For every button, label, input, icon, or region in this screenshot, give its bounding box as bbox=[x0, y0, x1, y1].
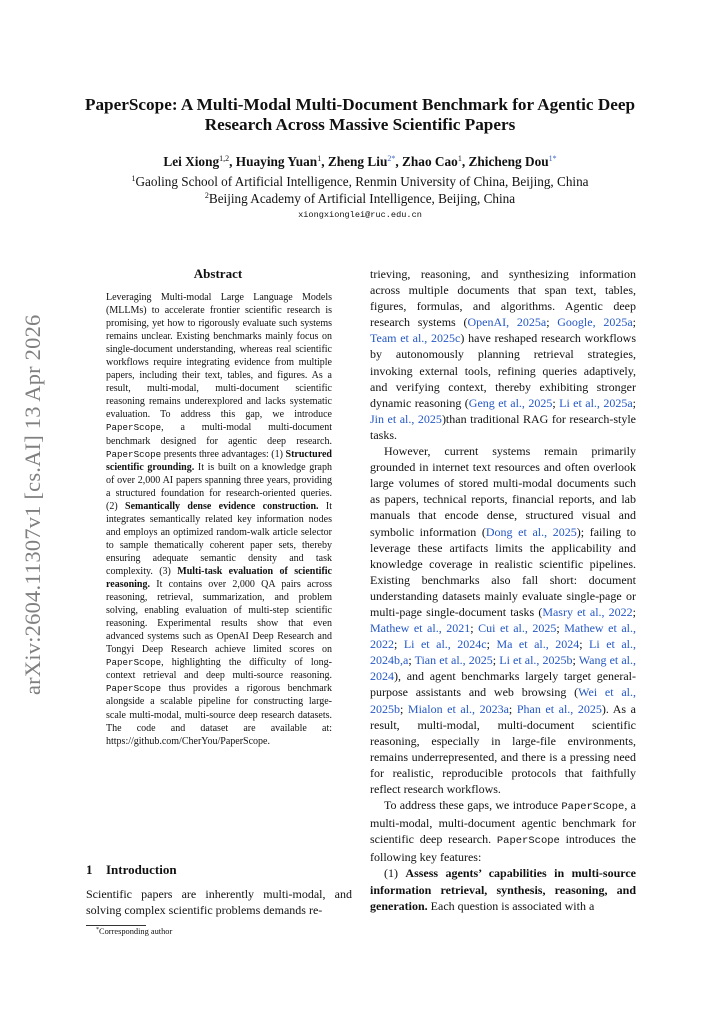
paper-title: PaperScope: A Multi-Modal Multi-Document Benchmark for Agentic Deep Research Across Massive Scientific Papers bbox=[84, 95, 636, 134]
citation-link[interactable]: Tian et al., 2025 bbox=[414, 653, 493, 668]
citation-link[interactable]: OpenAI, 2025a bbox=[467, 315, 547, 330]
paragraph-feature-1: (1) Assess agents’ capabilities in multi-source information retrieval, synthesis, reasoning, and generation. Each question is associated with a bbox=[370, 866, 636, 913]
affiliation-2: $^2$Beijing Academy of Artificial Intelligence, Beijing, China bbox=[204, 191, 516, 206]
citation-link[interactable]: Geng et al., 2025 bbox=[468, 395, 553, 410]
paragraph-continuation: trieving, reasoning, and synthesizing information across multiple documents that span text, tables, figures, formulas, and algorithms. Agentic deep research systems (OpenAI, 2025a; Google, 2025a; Team et al., 2025c) have reshaped research workflows by autonomously planning retrieval strategies, invoking external tools, refining queries adaptively, and verifying context, thereby exhibiting stronger dynamic reasoning (Geng et al., 2025; Li et al., 2025a; Jin et al., 2025)than traditional RAG for research-style tasks. bbox=[370, 267, 637, 442]
introduction-text: Scientific papers are inherently multi-modal, and solving complex scientific problems demands re- bbox=[86, 887, 352, 917]
author-1: Lei Xiong$^{1,2}$, bbox=[163, 154, 236, 169]
citation-link[interactable]: Google, 2025a bbox=[557, 315, 633, 330]
citation-link[interactable]: Mathew et al., 2022 bbox=[370, 621, 636, 652]
footnote-rule bbox=[86, 925, 146, 926]
affiliation-1: $^1$Gaoling School of Artificial Intelligence, Renmin University of China, Beijing, China bbox=[131, 174, 589, 189]
citation-link[interactable]: Team et al., 2025c bbox=[370, 331, 461, 346]
abstract-body: Leveraging Multi-modal Large Language Models (MLLMs) to accelerate frontier scientific research is promising, yet how to rigorously evaluate such systems remains unclear. Existing benchmarks mainly focus on single-document understanding, whereas real scientific workflows require integrating evidence from multiple papers, including their text, tables, and figures. As a result, multi-modal, multi-document scientific reasoning remains underexplored and lacks systematic evaluation. To address this gap, we introduce PaperScope, a multi-modal multi-document benchmark designed for agentic deep research. PaperScope presents three advantages: (1) Structured scientific grounding. It is built on a knowledge graph of over 2,000 AI papers spanning three years, providing a structured foundation for research-oriented queries. (2) Semantically dense evidence construction. It integrates semantically related key information nodes and employs an optimized random-walk article selector to sample thematically coherent paper sets, thereby ensuring adequate semantic density and task complexity. (3) Multi-task evaluation of scientific reasoning. It contains over 2,000 QA pairs across reasoning, retrieval, summarization, and problem solving, enabling evaluation of multi-step scientific reasoning. Experimental results show that even advanced systems such as OpenAI Deep Research and Tongyi Deep Research achieve limited scores on PaperScope, highlighting the difficulty of long-context retrieval and deep multi-source reasoning. PaperScope thus provides a rigorous benchmark alongside a scalable pipeline for constructing large-scale multi-modal, multi-source deep research datasets. The code and dataset are available at: https://github.com/CherYou/PaperScope. bbox=[106, 292, 332, 747]
citation-link[interactable]: Phan et al., 2025 bbox=[516, 701, 602, 716]
citation-link[interactable]: Jin et al., 2025 bbox=[370, 411, 442, 426]
citation-link[interactable]: Li et al., 2024c bbox=[403, 637, 487, 652]
citation-link[interactable]: Wang et al., 2024 bbox=[370, 653, 637, 684]
paragraph-however: However, current systems remain primarily grounded in internet text resources and often overlook large volumes of stored multi-modal documents such as papers, technical reports, financial reports, and lab manuals that encode dense, structured visual and symbolic information (Dong et al., 2025); failing to leverage these artifacts limits the applicability and knowledge coverage in realistic scientific pipelines. Existing benchmarks also fall short: document understanding datasets mainly evaluate single-page or multi-page single-document tasks (Masry et al., 2022; Mathew et al., 2021; Cui et al., 2025; Mathew et al., 2022; Li et al., 2024c; Ma et al., 2024; Li et al., 2024b,a; Tian et al., 2025; Li et al., 2025b; Wang et al., 2024), and agent benchmarks largely target general-purpose assistants and web browsing (Wei et al., 2025b; Mialon et al., 2023a; Phan et al., 2025). As a result, multi-modal, multi-document scientific reasoning, especially in large-file environments, remains underrepresented, and there is a pressing need for realistic, reproducible protocols that faithfully reflect research workflows. bbox=[370, 444, 637, 796]
citation-link[interactable]: Li et al., 2025b bbox=[499, 653, 573, 668]
abstract-heading: Abstract bbox=[193, 266, 243, 281]
author-5: Zhicheng Dou$^{1*}$ bbox=[468, 154, 557, 169]
section-heading-introduction: 1 Introduction bbox=[86, 862, 177, 877]
arxiv-side-stamp: arXiv:2604.11307v1 [cs.AI] 13 Apr 2026 bbox=[20, 314, 45, 695]
citation-link[interactable]: Mathew et al., 2021 bbox=[370, 621, 471, 636]
right-column-text bbox=[370, 266, 636, 914]
author-2: Huaying Yuan$^1$, bbox=[235, 154, 328, 169]
citation-link[interactable]: Li et al., 2025a bbox=[559, 395, 633, 410]
footnote: *Corresponding author bbox=[96, 927, 173, 936]
citation-link[interactable]: Mialon et al., 2023a bbox=[407, 701, 509, 716]
citation-link[interactable]: Cui et al., 2025 bbox=[478, 621, 557, 636]
author-3: Zheng Liu$^{2*}$, bbox=[327, 154, 403, 169]
author-list bbox=[70, 154, 650, 170]
citation-link[interactable]: Dong et al., 2025 bbox=[485, 524, 577, 539]
citation-link[interactable]: Wei et al., 2025b bbox=[370, 685, 636, 716]
citation-link[interactable]: Masry et al., 2022 bbox=[542, 604, 633, 619]
citation-link[interactable]: Ma et al., 2024 bbox=[496, 637, 580, 652]
paragraph-to-address: To address these gaps, we introduce PaperScope, a multi-modal, multi-document agentic benchmark for scientific deep research. PaperScope introduces the following key features: bbox=[370, 798, 637, 865]
citation-link[interactable]: Li et al., 2024b,a bbox=[370, 637, 637, 668]
author-4: Zhao Cao$^1$, bbox=[402, 154, 469, 169]
contact-email: xiongxionglei@ruc.edu.cn bbox=[298, 210, 422, 220]
